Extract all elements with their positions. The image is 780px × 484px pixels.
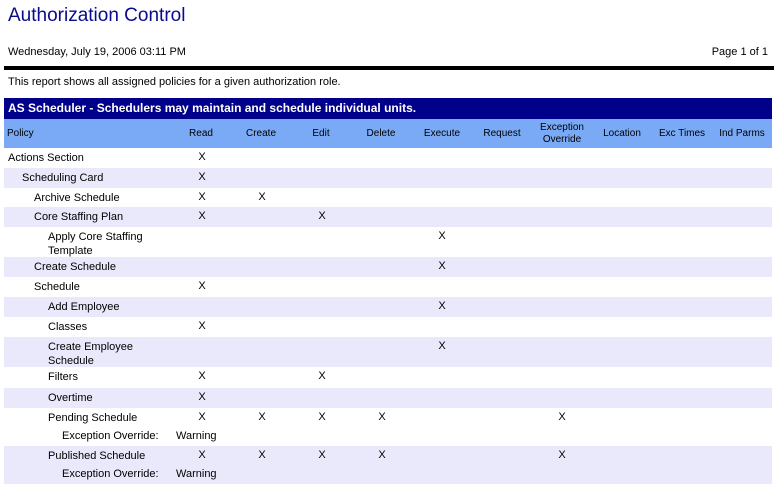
policy-name: Archive Schedule	[34, 192, 120, 204]
col-exc-times: Exc Times	[658, 127, 706, 139]
permission-mark-execute: X	[438, 260, 446, 272]
permission-mark-create: X	[258, 191, 266, 203]
table-row	[4, 297, 772, 317]
col-request: Request	[483, 127, 521, 139]
permission-mark-read: X	[198, 171, 206, 183]
permission-mark-read: X	[198, 320, 206, 332]
table-row	[4, 207, 772, 227]
policy-name: Scheduling Card	[22, 172, 104, 184]
col-location: Location	[603, 127, 641, 139]
table-row	[4, 168, 772, 188]
policy-name: Overtime	[48, 392, 93, 404]
report-datetime: Wednesday, July 19, 2006 03:11 PM	[8, 46, 186, 58]
policy-name: Published Schedule	[48, 450, 146, 462]
exception-override-label: Exception Override:	[62, 468, 159, 480]
col-create: Create	[245, 127, 276, 139]
policy-name: Pending Schedule	[48, 412, 138, 424]
header-rule	[4, 66, 774, 70]
permission-mark-delete: X	[378, 411, 386, 423]
permission-mark-edit: X	[318, 370, 326, 382]
policy-name: Classes	[48, 321, 88, 333]
permission-mark-read: X	[198, 151, 206, 163]
policy-name: Actions Section	[8, 152, 84, 164]
permission-mark-exception-override: X	[558, 449, 566, 461]
col-delete: Delete	[366, 127, 396, 139]
page-number: Page 1 of 1	[711, 46, 768, 58]
col-ind-parms: Ind Parms	[719, 127, 765, 139]
policy-name: Core Staffing Plan	[34, 211, 124, 223]
permission-mark-exception-override: X	[558, 411, 566, 423]
col-exception-override: Exception Override	[540, 121, 584, 145]
table-row	[4, 367, 772, 388]
permission-mark-read: X	[198, 210, 206, 222]
report-description: This report shows all assigned policies for a given authorization role.	[8, 76, 341, 88]
permission-mark-read: X	[198, 449, 206, 461]
permission-mark-create: X	[258, 449, 266, 461]
col-execute: Execute	[423, 127, 461, 139]
table-row	[4, 227, 772, 257]
permission-mark-delete: X	[378, 449, 386, 461]
table-row	[4, 317, 772, 337]
column-header-row	[4, 119, 772, 148]
permission-mark-edit: X	[318, 210, 326, 222]
permission-mark-read: X	[198, 191, 206, 203]
permission-mark-read: X	[198, 391, 206, 403]
role-header: AS Scheduler - Schedulers may maintain and schedule individual units.	[4, 98, 772, 119]
permission-mark-read: X	[198, 411, 206, 423]
exception-override-value: Warning	[176, 430, 217, 442]
permission-mark-execute: X	[438, 300, 446, 312]
col-read: Read	[189, 127, 213, 139]
policy-name: Apply Core Staffing Template	[48, 231, 143, 257]
policy-name: Filters	[48, 371, 78, 383]
permission-mark-execute: X	[438, 340, 446, 352]
permission-mark-edit: X	[318, 411, 326, 423]
permission-mark-read: X	[198, 280, 206, 292]
permission-mark-execute: X	[438, 230, 446, 242]
table-row	[4, 337, 772, 367]
table-row	[4, 277, 772, 297]
col-edit: Edit	[312, 127, 330, 139]
policy-name: Add Employee	[48, 301, 120, 313]
policy-name: Create Schedule	[34, 261, 116, 273]
policy-name: Schedule	[34, 281, 80, 293]
table-row	[4, 408, 772, 446]
permission-mark-read: X	[198, 370, 206, 382]
permission-mark-create: X	[258, 411, 266, 423]
table-row	[4, 257, 772, 277]
table-row	[4, 148, 772, 168]
exception-override-label: Exception Override:	[62, 430, 159, 442]
table-row	[4, 188, 772, 207]
exception-override-value: Warning	[176, 468, 217, 480]
report-title: Authorization Control	[8, 5, 186, 26]
policy-name: Create Employee Schedule	[48, 341, 133, 367]
table-row	[4, 446, 772, 484]
col-policy: Policy	[7, 127, 34, 139]
permission-mark-edit: X	[318, 449, 326, 461]
table-row	[4, 388, 772, 408]
